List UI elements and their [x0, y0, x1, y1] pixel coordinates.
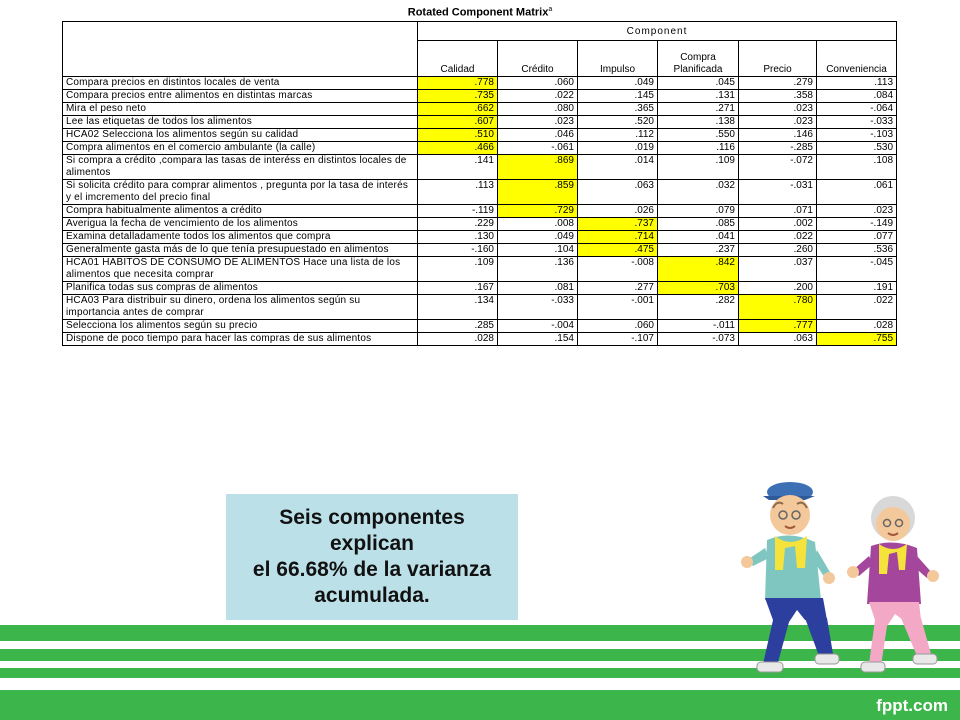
matrix-title: Rotated Component Matrix$^a$ — [407, 6, 553, 19]
loading-cell-highlighted: .662 — [418, 103, 498, 116]
row-label: Averigua la fecha de vencimiento de los alimentos — [63, 218, 418, 231]
table-row — [63, 295, 897, 320]
loading-cell: .130 — [418, 231, 498, 244]
loading-cell: .141 — [418, 155, 498, 180]
loading-cell: .023 — [739, 116, 817, 129]
callout-line-4: acumulada. — [314, 584, 430, 607]
loading-cell-highlighted: .869 — [498, 155, 578, 180]
loading-cell: .063 — [578, 180, 658, 205]
table-row — [63, 257, 897, 282]
loading-cell: -.064 — [817, 103, 897, 116]
loading-cell: .037 — [739, 257, 817, 282]
loading-cell: .041 — [658, 231, 739, 244]
loading-cell: .023 — [739, 103, 817, 116]
table-row — [63, 116, 897, 129]
loading-cell: .002 — [739, 218, 817, 231]
loading-cell: .046 — [498, 129, 578, 142]
loading-cell: -.107 — [578, 333, 658, 346]
table-row — [63, 205, 897, 218]
loading-cell: .023 — [498, 116, 578, 129]
loading-cell: .282 — [658, 295, 739, 320]
loading-cell-highlighted: .735 — [418, 90, 498, 103]
fppt-brand: fppt.com — [876, 696, 948, 715]
loading-cell: .113 — [418, 180, 498, 205]
loading-cell: .131 — [658, 90, 739, 103]
loading-cell: .279 — [739, 77, 817, 90]
table-row — [63, 103, 897, 116]
loading-cell: .077 — [817, 231, 897, 244]
row-label: Examina detalladamente todos los alimentos que compra — [63, 231, 418, 244]
row-label: Dispone de poco tiempo para hacer las compras de sus alimentos — [63, 333, 418, 346]
loading-cell: .200 — [739, 282, 817, 295]
loading-cell-highlighted: .607 — [418, 116, 498, 129]
loading-cell: .061 — [817, 180, 897, 205]
loading-cell: -.011 — [658, 320, 739, 333]
rotated-component-matrix — [62, 21, 897, 346]
table-row — [63, 77, 897, 90]
loading-cell: .113 — [817, 77, 897, 90]
table-row — [63, 320, 897, 333]
loading-cell-highlighted: .703 — [658, 282, 739, 295]
loading-cell: .085 — [658, 218, 739, 231]
loading-cell: .022 — [498, 90, 578, 103]
loading-cell-highlighted: .510 — [418, 129, 498, 142]
row-label: HCA03 Para distribuir su dinero, ordena los alimentos según su importancia antes de comprar — [63, 295, 418, 320]
loading-cell-highlighted: .842 — [658, 257, 739, 282]
loading-cell: .536 — [817, 244, 897, 257]
loading-cell: .023 — [817, 205, 897, 218]
loading-cell: -.033 — [498, 295, 578, 320]
loading-cell: .520 — [578, 116, 658, 129]
row-label: Compara precios entre alimentos en distintas marcas — [63, 90, 418, 103]
loading-cell: .063 — [739, 333, 817, 346]
loading-cell: -.149 — [817, 218, 897, 231]
row-label: Generalmente gasta más de lo que tenía presupuestado en alimentos — [63, 244, 418, 257]
loading-cell: .022 — [739, 231, 817, 244]
row-label: Lee las etiquetas de todos los alimentos — [63, 116, 418, 129]
row-label: Planifica todas sus compras de alimentos — [63, 282, 418, 295]
table-row — [63, 155, 897, 180]
table-row — [63, 218, 897, 231]
callout-line-2: explican — [329, 532, 415, 555]
variance-callout — [226, 494, 518, 620]
loading-cell: .191 — [817, 282, 897, 295]
table-row — [63, 231, 897, 244]
column-header: Impulso — [578, 41, 658, 77]
loading-cell: .049 — [498, 231, 578, 244]
loading-cell: -.103 — [817, 129, 897, 142]
loading-cell: .229 — [418, 218, 498, 231]
loading-cell: .112 — [578, 129, 658, 142]
loading-cell-highlighted: .777 — [739, 320, 817, 333]
loading-cell: .260 — [739, 244, 817, 257]
loading-cell: .145 — [578, 90, 658, 103]
loading-cell: .116 — [658, 142, 739, 155]
row-label: Mira el peso neto — [63, 103, 418, 116]
corner-cell — [63, 22, 418, 77]
loading-cell: .138 — [658, 116, 739, 129]
loading-cell: .104 — [498, 244, 578, 257]
loading-cell-highlighted: .755 — [817, 333, 897, 346]
loading-cell: .026 — [578, 205, 658, 218]
table-row — [63, 244, 897, 257]
loading-cell: -.072 — [739, 155, 817, 180]
loading-cell: .084 — [817, 90, 897, 103]
row-label: Compara precios en distintos locales de venta — [63, 77, 418, 90]
callout-line-1: Seis componentes — [279, 506, 465, 529]
loading-cell: .134 — [418, 295, 498, 320]
loading-cell: .136 — [498, 257, 578, 282]
loading-cell-highlighted: .729 — [498, 205, 578, 218]
row-label: Selecciona los alimentos según su precio — [63, 320, 418, 333]
table-row — [63, 333, 897, 346]
loading-cell: .080 — [498, 103, 578, 116]
component-group-header: Component — [418, 22, 897, 41]
loading-cell: .365 — [578, 103, 658, 116]
loading-cell: -.119 — [418, 205, 498, 218]
loading-cell: .032 — [658, 180, 739, 205]
loading-cell: .008 — [498, 218, 578, 231]
loading-cell: .237 — [658, 244, 739, 257]
loading-cell: .109 — [658, 155, 739, 180]
loading-cell: .019 — [578, 142, 658, 155]
loading-cell: .146 — [739, 129, 817, 142]
loading-cell: -.160 — [418, 244, 498, 257]
loading-cell: .285 — [418, 320, 498, 333]
loading-cell: .108 — [817, 155, 897, 180]
row-label: Si solicita crédito para comprar alimentos , pregunta por la tasa de interés y el imcremento del precio final — [63, 180, 418, 205]
elderly-joggers-illustration — [735, 470, 960, 695]
loading-cell: .071 — [739, 205, 817, 218]
loading-cell: .081 — [498, 282, 578, 295]
table-row — [63, 142, 897, 155]
loading-cell: .167 — [418, 282, 498, 295]
loading-cell: .358 — [739, 90, 817, 103]
jogging-man-figure — [741, 482, 839, 672]
callout-line-3: el 66.68% de la varianza — [252, 558, 492, 581]
table-row — [63, 180, 897, 205]
loading-cell-highlighted: .475 — [578, 244, 658, 257]
row-label: Compra habitualmente alimentos a crédito — [63, 205, 418, 218]
loading-cell: -.061 — [498, 142, 578, 155]
loading-cell: -.073 — [658, 333, 739, 346]
loading-cell: .530 — [817, 142, 897, 155]
column-header: Crédito — [498, 41, 578, 77]
loading-cell: .022 — [817, 295, 897, 320]
matrix-body — [63, 77, 897, 346]
loading-cell: -.285 — [739, 142, 817, 155]
loading-cell: -.001 — [578, 295, 658, 320]
loading-cell: .028 — [817, 320, 897, 333]
loading-cell-highlighted: .859 — [498, 180, 578, 205]
loading-cell: .154 — [498, 333, 578, 346]
loading-cell: .049 — [578, 77, 658, 90]
loading-cell: -.045 — [817, 257, 897, 282]
row-label: HCA01 HABITOS DE CONSUMO DE ALIMENTOS Hace una lista de los alimentos que necesita comprar — [63, 257, 418, 282]
loading-cell: .060 — [578, 320, 658, 333]
column-header: Precio — [739, 41, 817, 77]
loading-cell: .028 — [418, 333, 498, 346]
loading-cell: .271 — [658, 103, 739, 116]
table-row — [63, 129, 897, 142]
loading-cell: .550 — [658, 129, 739, 142]
table-row — [63, 90, 897, 103]
loading-cell: .079 — [658, 205, 739, 218]
row-label: Compra alimentos en el comercio ambulante (la calle) — [63, 142, 418, 155]
loading-cell: .060 — [498, 77, 578, 90]
loading-cell-highlighted: .737 — [578, 218, 658, 231]
column-header: Calidad — [418, 41, 498, 77]
loading-cell-highlighted: .714 — [578, 231, 658, 244]
loading-cell: -.008 — [578, 257, 658, 282]
loading-cell: .277 — [578, 282, 658, 295]
column-header: Conveniencia — [817, 41, 897, 77]
loading-cell: -.031 — [739, 180, 817, 205]
loading-cell: .045 — [658, 77, 739, 90]
column-header: Compra Planificada — [658, 41, 739, 77]
row-label: Si compra a crédito ,compara las tasas de interéss en distintos locales de alimentos — [63, 155, 418, 180]
loading-cell: .109 — [418, 257, 498, 282]
loading-cell: .014 — [578, 155, 658, 180]
loading-cell: -.004 — [498, 320, 578, 333]
loading-cell-highlighted: .466 — [418, 142, 498, 155]
jogging-woman-figure — [847, 496, 939, 672]
loading-cell-highlighted: .780 — [739, 295, 817, 320]
loading-cell-highlighted: .778 — [418, 77, 498, 90]
table-row — [63, 282, 897, 295]
loading-cell: -.033 — [817, 116, 897, 129]
row-label: HCA02 Selecciona los alimentos según su calidad — [63, 129, 418, 142]
